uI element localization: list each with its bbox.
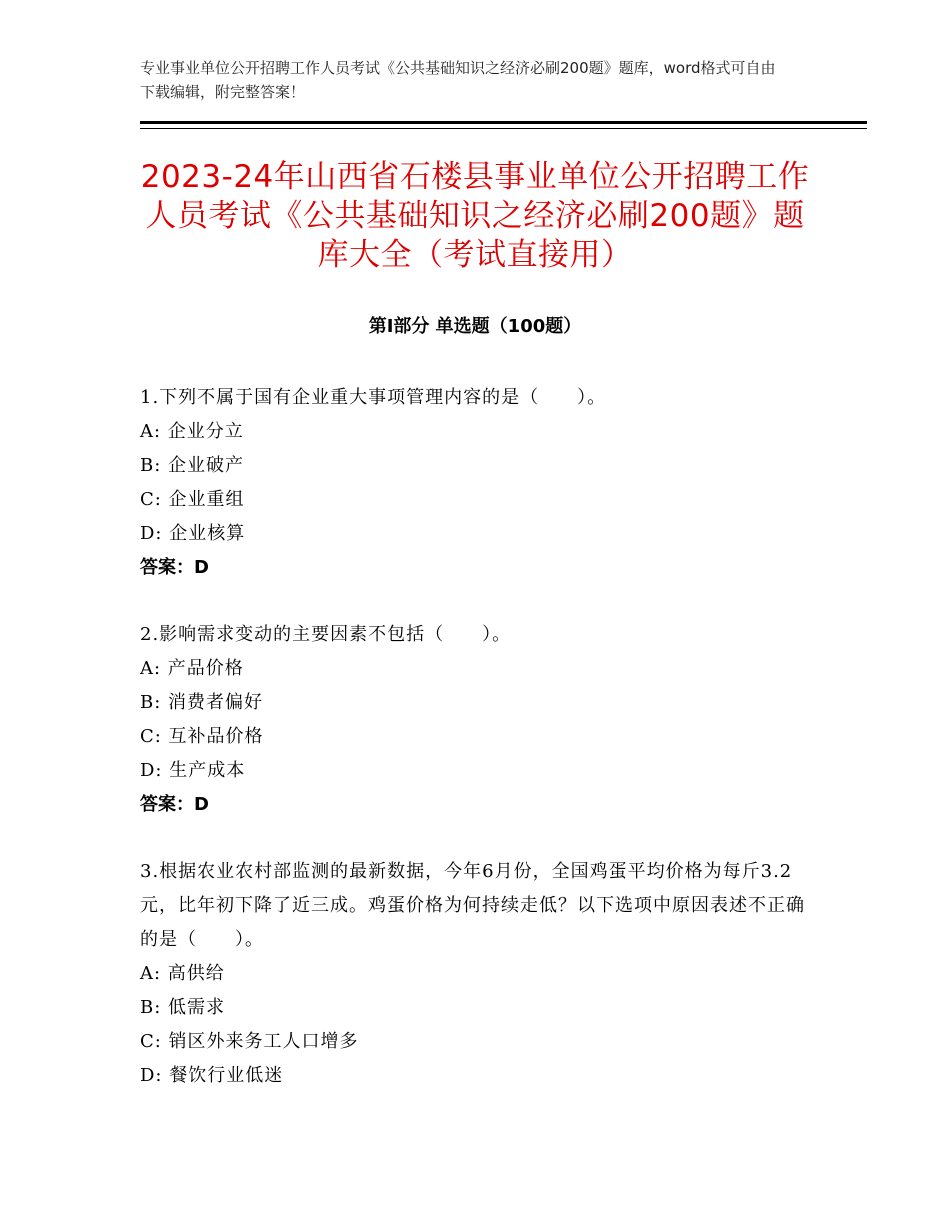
- option-c: C: 企业重组: [140, 489, 245, 510]
- question-stem: 2.影响需求变动的主要因素不包括（ ）。: [140, 624, 512, 645]
- option-c: C: 互补品价格: [140, 726, 264, 747]
- option-a: A: 企业分立: [140, 421, 244, 442]
- option-a: A: 产品价格: [140, 658, 244, 679]
- section-title: 第Ⅰ部分 单选题（100题）: [368, 316, 582, 337]
- question-2: [140, 618, 805, 822]
- option-c: C: 销区外来务工人口增多: [140, 1031, 359, 1052]
- option-b: B: 企业破产: [140, 455, 245, 476]
- document-title: 2023-24年山西省石楼县事业单位公开招聘工作人员考试《公共基础知识之经济必刷200题》题库大全（考试直接用）: [140, 159, 810, 273]
- answer-label: 答案：D: [140, 557, 209, 578]
- option-d: D: 企业核算: [140, 523, 246, 544]
- option-b: B: 低需求: [140, 997, 226, 1018]
- question-stem: 3.根据农业农村部监测的最新数据，今年6月份，全国鸡蛋平均价格为每斤3.2元，比年初下降了近三成。鸡蛋价格为何持续走低？以下选项中原因表述不正确的是（ ）。: [140, 861, 805, 950]
- option-d: D: 生产成本: [140, 760, 246, 781]
- option-b: B: 消费者偏好: [140, 692, 264, 713]
- question-list: [140, 381, 805, 1126]
- answer-label: 答案：D: [140, 794, 209, 815]
- header-rule-thin: [140, 128, 867, 129]
- question-stem: 1.下列不属于国有企业重大事项管理内容的是（ ）。: [140, 387, 607, 408]
- option-d: D: 餐饮行业低迷: [140, 1065, 284, 1086]
- option-a: A: 高供给: [140, 963, 225, 984]
- header-note: 专业事业单位公开招聘工作人员考试《公共基础知识之经济必刷200题》题库，word格式可自由下载编辑，附完整答案！: [140, 59, 776, 101]
- question-3: [140, 855, 805, 1093]
- question-1: [140, 381, 805, 585]
- header-rule-thick: [140, 121, 867, 124]
